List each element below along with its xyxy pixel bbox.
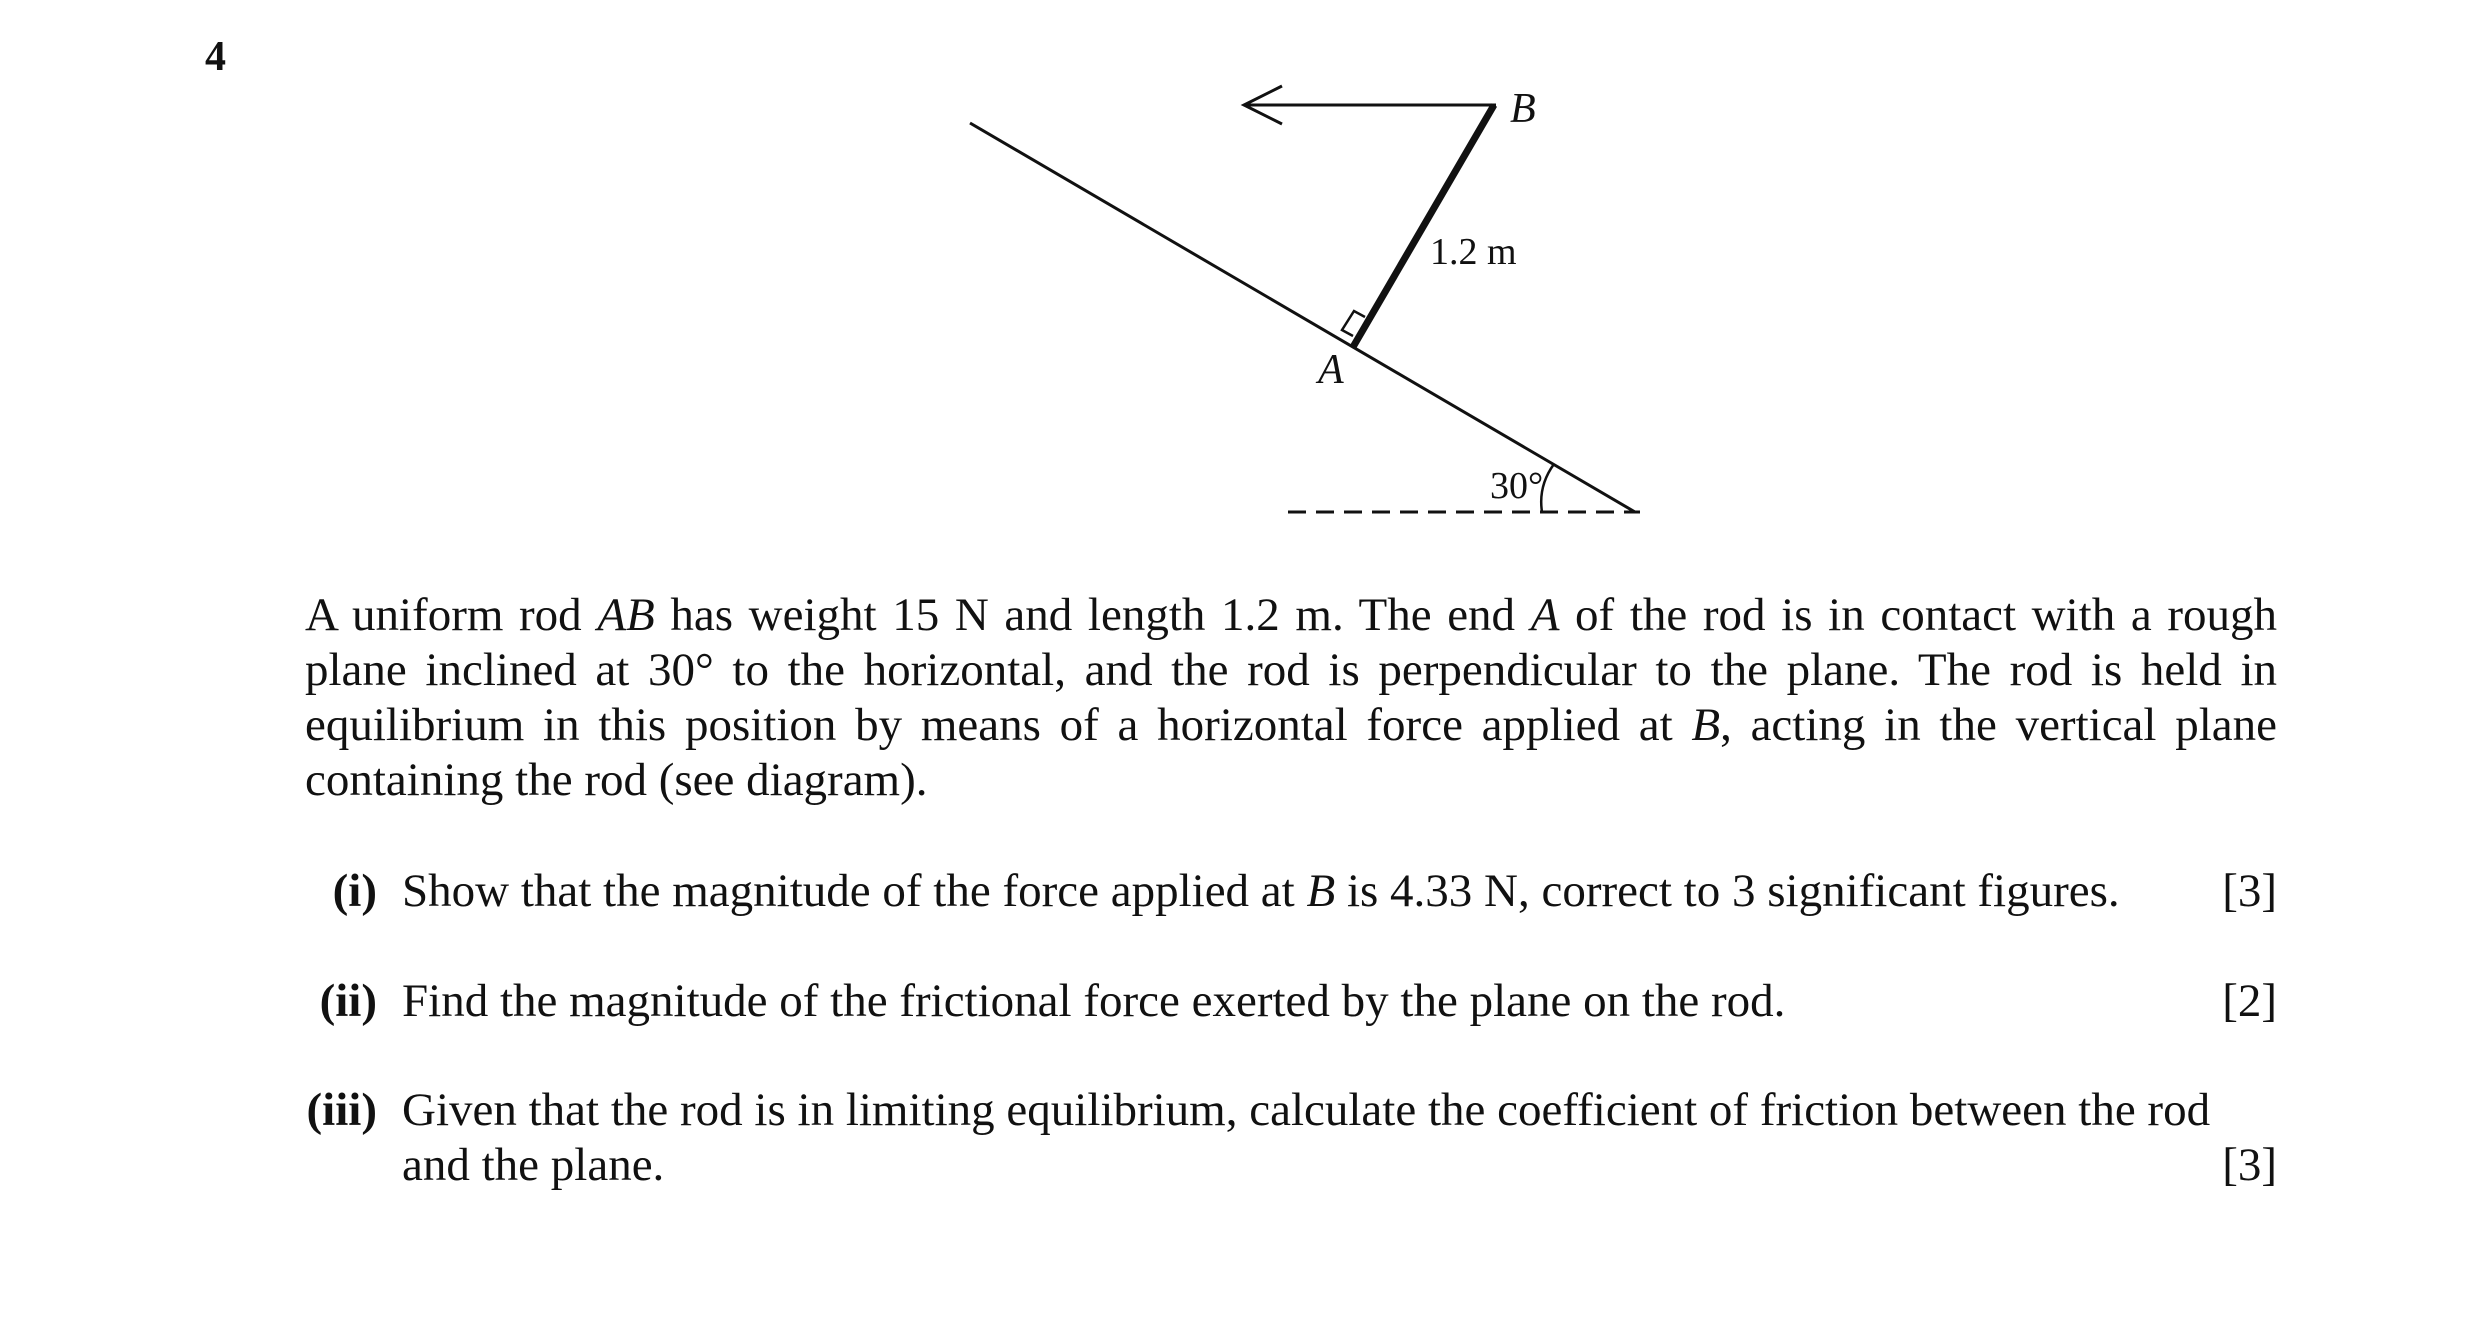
part-iii-marks: [3] (2222, 1139, 2277, 1191)
part-i-label: (i) (332, 865, 377, 917)
stem-text-3: of the rod is in contact with a rough plane inclined at 30° to the horizontal, and the rod is perpendicular to the plane. The rod is held in equilibrium in this position by means of a horizontal force applied at (305, 589, 2278, 751)
part-ii-marks: [2] (2222, 975, 2277, 1027)
question-stem (305, 588, 2277, 808)
angle-label: 30° (1490, 465, 1544, 507)
part-iii-text-line1: Given that the rod is in limiting equilibrium, calculate the coefficient of friction between the rod (402, 1084, 2211, 1136)
part-ii-text: Find the magnitude of the frictional force exerted by the plane on the rod. (402, 975, 1786, 1027)
part-i-text: Show that the magnitude of the force applied at B is 4.33 N, correct to 3 significant figures. (402, 865, 2120, 917)
stem-text-4: , acting in the vertical plane containing the rod (see diagram). (305, 699, 2277, 806)
stem-text-1: A uniform rod (305, 589, 598, 641)
stem-text-2: has weight 15 N and length 1.2 m. The end (654, 589, 1531, 641)
label-a: A (1318, 347, 1344, 393)
part-i-marks: [3] (2222, 865, 2277, 917)
stem-rod-name: AB (597, 589, 655, 641)
part-iii-label: (iii) (306, 1084, 377, 1136)
part-ii-label: (ii) (319, 975, 377, 1027)
stem-point-b: B (1691, 699, 1721, 751)
stem-end-a: A (1530, 589, 1560, 641)
rod-on-incline-diagram (0, 0, 2480, 560)
rod-length-label: 1.2 m (1430, 231, 1517, 273)
rod-ab (1353, 105, 1494, 347)
question-number: 4 (205, 34, 226, 80)
label-b: B (1510, 86, 1536, 132)
part-iii-text-line2: and the plane. (402, 1139, 665, 1191)
inclined-plane (970, 123, 1635, 512)
